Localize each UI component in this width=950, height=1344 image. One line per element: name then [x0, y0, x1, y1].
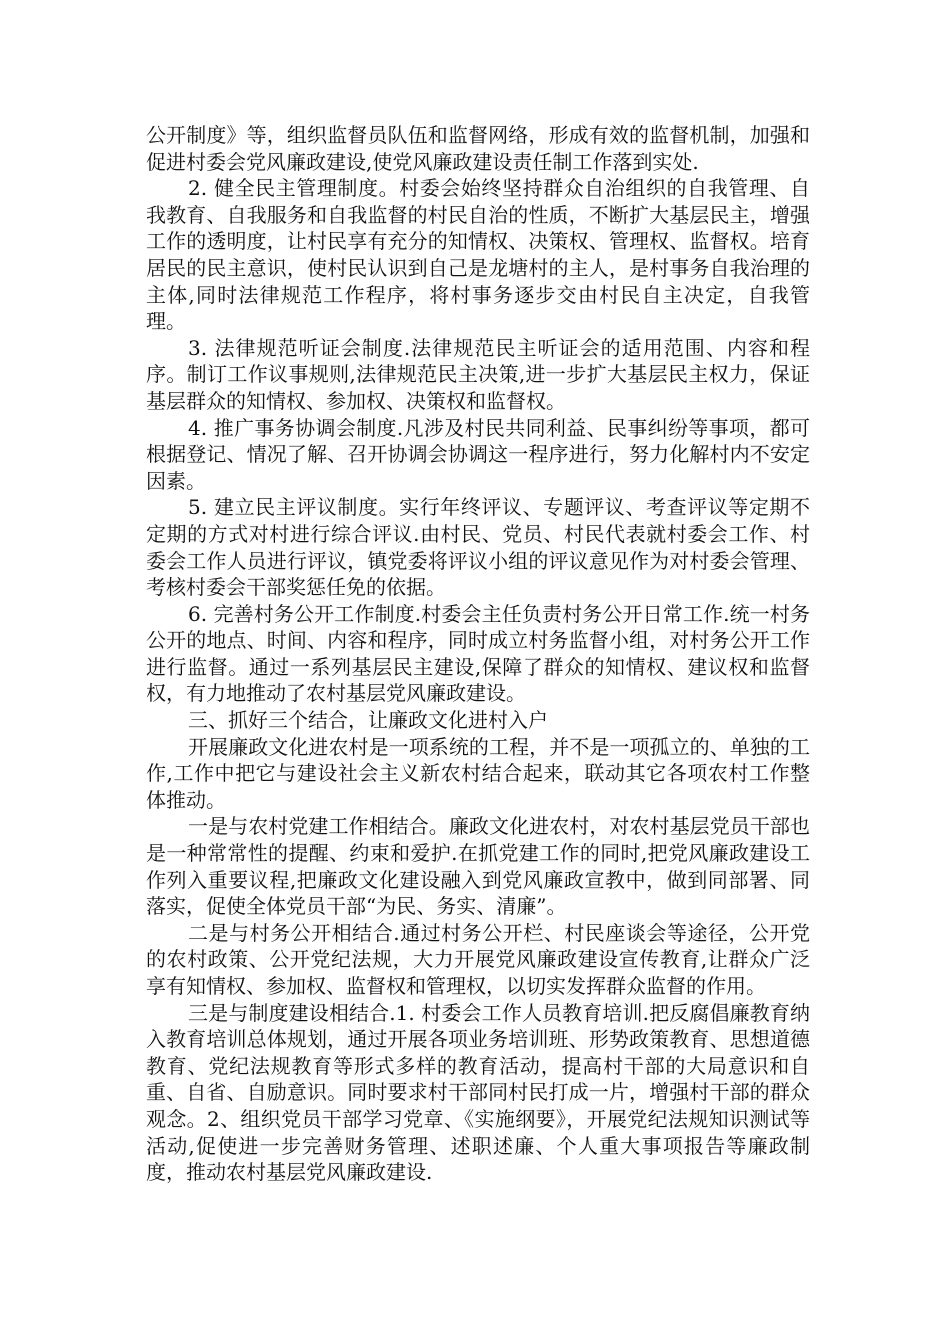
paragraph: 2. 健全民主管理制度。村委会始终坚持群众自治组织的自我管理、自我教育、自我服务和自我监督的村民自治的性质，不断扩大基层民主，增强工作的透明度，让村民享有充分的知情权、决策权、管理权、监督权。培育居民的民主意识，使村民认识到自己是龙塘村的主人，是村事务自我治理的主体,同时法律规范工作程序，将村事务逐步交由村民自主决定，自我管理。	[146, 176, 810, 334]
document-body	[146, 122, 810, 1186]
paragraph: 公开制度》等，组织监督员队伍和监督网络，形成有效的监督机制，加强和促进村委会党风廉政建设,使党风廉政建设责任制工作落到实处.	[146, 123, 810, 174]
paragraph: 开展廉政文化进农村是一项系统的工程，并不是一项孤立的、单独的工作,工作中把它与建设社会主义新农村结合起来，联动其它各项农村工作整体推动。	[146, 734, 810, 812]
paragraph: 6. 完善村务公开工作制度.村委会主任负责村务公开日常工作.统一村务公开的地点、时间、内容和程序，同时成立村务监督小组，对村务公开工作进行监督。通过一系列基层民主建设,保障了群众的知情权、建议权和监督权，有力地推动了农村基层党风廉政建设。	[146, 601, 810, 706]
paragraph: 3. 法律规范听证会制度.法律规范民主听证会的适用范围、内容和程序。制订工作议事规则,法律规范民主决策,进一步扩大基层民主权力，保证基层群众的知情权、参加权、决策权和监督权。	[146, 335, 810, 413]
paragraph: 二是与村务公开相结合.通过村务公开栏、村民座谈会等途径，公开党的农村政策、公开党纪法规，大力开展党风廉政建设宣传教育,让群众广泛享有知情权、参加权、监督权和管理权，以切实发挥群众监督的作用。	[146, 920, 810, 998]
paragraph: 三是与制度建设相结合.1. 村委会工作人员教育培训.把反腐倡廉教育纳入教育培训总体规划，通过开展各项业务培训班、形势政策教育、思想道德教育、党纪法规教育等形式多样的教育活动，提高村干部的大局意识和自重、自省、自励意识。同时要求村干部同村民打成一片，增强村干部的群众观念。2、组织党员干部学习党章、《实施纲要》，开展党纪法规知识测试等活动,促使进一步完善财务管理、述职述廉、个人重大事项报告等廉政制度，推动农村基层党风廉政建设.	[146, 1000, 810, 1185]
section-heading: 三、抓好三个结合，让廉政文化进村入户	[188, 708, 548, 733]
paragraph: 一是与农村党建工作相结合。廉政文化进农村，对农村基层党员干部也是一种常常性的提醒、约束和爱护.在抓党建工作的同时,把党风廉政建设工作列入重要议程,把廉政文化建设融入到党风廉政宣教中，做到同部署、同落实，促使全体党员干部“为民、务实、清廉”。	[146, 814, 810, 919]
paragraph: 4. 推广事务协调会制度.凡涉及村民共同利益、民事纠纷等事项，都可根据登记、情况了解、召开协调会协调这一程序进行，努力化解村内不安定因素。	[146, 415, 810, 493]
paragraph: 5. 建立民主评议制度。实行年终评议、专题评议、考查评议等定期不定期的方式对村进行综合评议.由村民、党员、村民代表就村委会工作、村委会工作人员进行评议，镇党委将评议小组的评议意见作为对村委会管理、考核村委会干部奖惩任免的依据。	[146, 495, 810, 600]
